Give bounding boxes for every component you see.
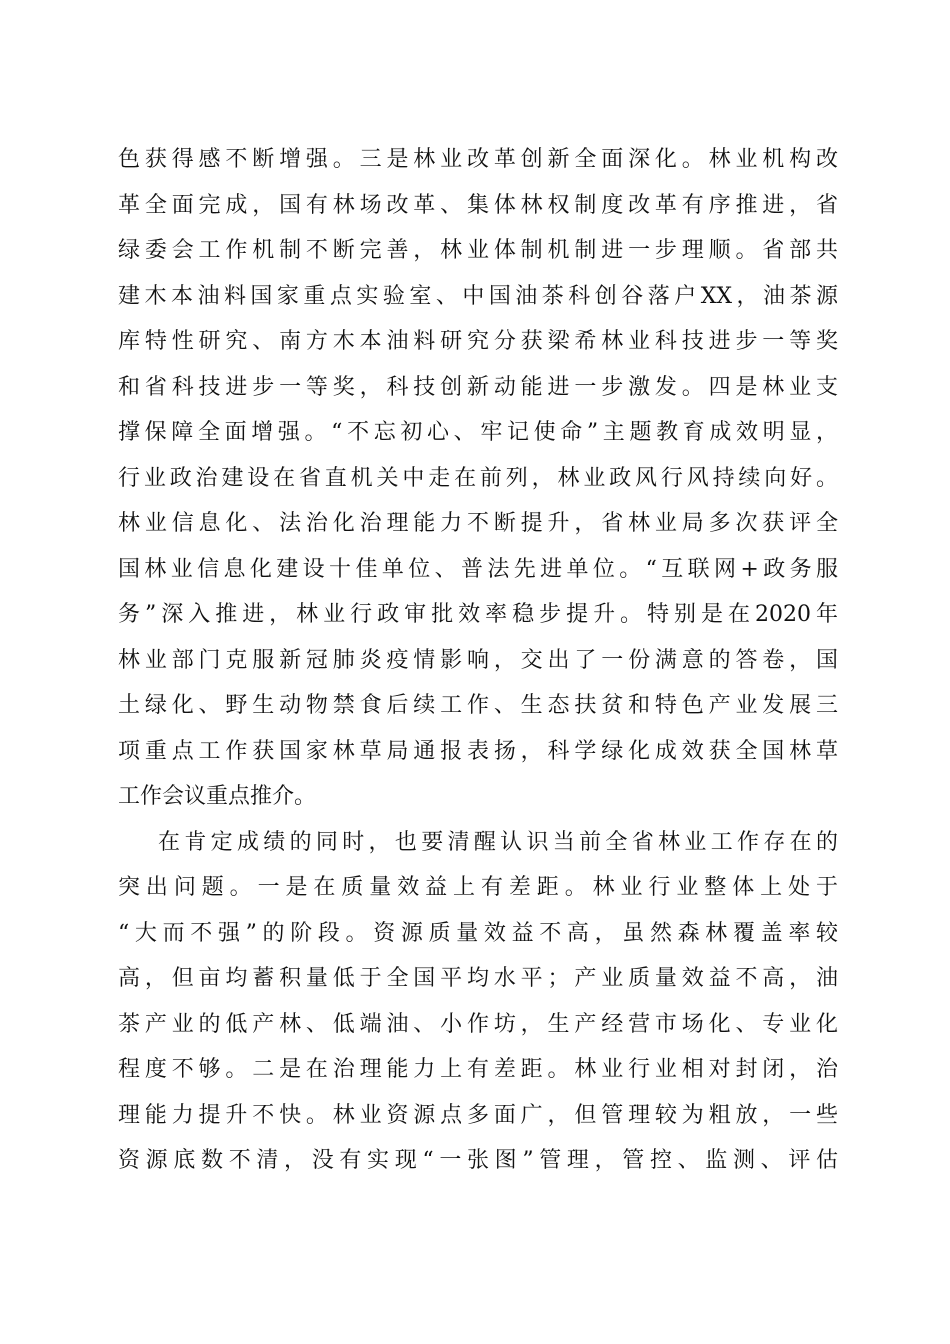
- text-line: 库特性研究、南方木本油料研究分获梁希林业科技进步一等奖: [118, 329, 838, 354]
- paragraph-2: [118, 820, 838, 1184]
- document-page: [118, 137, 838, 1184]
- text-line: 和省科技进步一等奖，科技创新动能进一步激发。四是林业支: [118, 374, 838, 400]
- text-line: 务”深入推进，林业行政审批效率稳步提升。特别是在2020年: [118, 602, 838, 627]
- text-line: 程度不够。二是在治理能力上有差距。林业行业相对封闭，治: [118, 1057, 838, 1082]
- text-line: 理能力提升不快。林业资源点多面广，但管理较为粗放，一些: [118, 1102, 838, 1128]
- text-line: 撑保障全面增强。“不忘初心、牢记使命”主题教育成效明显，: [118, 420, 838, 445]
- text-line: “大而不强”的阶段。资源质量效益不高，虽然森林覆盖率较: [118, 920, 838, 946]
- text-line: 行业政治建设在省直机关中走在前列，林业政风行风持续向好。: [118, 465, 838, 491]
- text-line: 国林业信息化建设十佳单位、普法先进单位。“互联网+政务服: [118, 556, 838, 582]
- text-line: 林业信息化、法治化治理能力不断提升，省林业局多次获评全: [118, 511, 838, 536]
- paragraph-1: [118, 137, 838, 820]
- text-line: 工作会议重点推介。: [118, 784, 317, 809]
- text-line: 茶产业的低产林、低端油、小作坊，生产经营市场化、专业化: [118, 1011, 838, 1037]
- text-line: 资源底数不清，没有实现“一张图”管理，管控、监测、评估: [118, 1148, 838, 1173]
- text-line: 林业部门克服新冠肺炎疫情影响，交出了一份满意的答卷，国: [118, 647, 838, 673]
- text-line: 突出问题。一是在质量效益上有差距。林业行业整体上处于: [118, 875, 838, 900]
- text-line: 色获得感不断增强。三是林业改革创新全面深化。林业机构改: [118, 147, 838, 172]
- text-line: 革全面完成，国有林场改革、集体林权制度改革有序推进，省: [118, 192, 838, 218]
- text-line: 绿委会工作机制不断完善，林业体制机制进一步理顺。省部共: [118, 238, 838, 263]
- text-line: 项重点工作获国家林草局通报表扬，科学绿化成效获全国林草: [118, 738, 838, 764]
- text-line: 高，但亩均蓄积量低于全国平均水平；产业质量效益不高，油: [118, 966, 838, 991]
- text-line: 在肯定成绩的同时，也要清醒认识当前全省林业工作存在的: [158, 829, 838, 855]
- text-line: 建木本油料国家重点实验室、中国油茶科创谷落户XX，油茶源: [118, 283, 838, 309]
- text-line: 土绿化、野生动物禁食后续工作、生态扶贫和特色产业发展三: [118, 693, 838, 718]
